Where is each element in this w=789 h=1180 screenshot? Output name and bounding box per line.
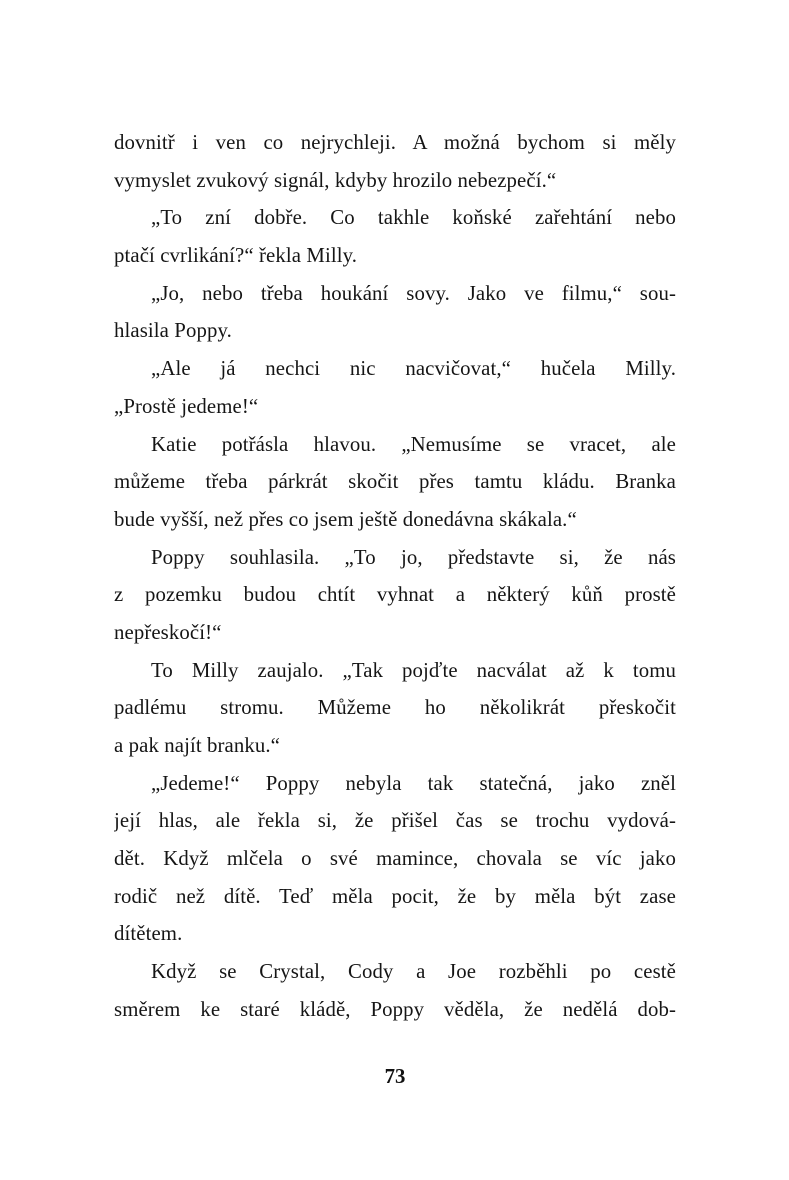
text-line: „Ale já nechci nic nacvičovat,“ hučela Milly. [151,357,676,381]
text-line: a pak najít branku.“ [114,734,280,757]
text-line: dět. Když mlčela o své mamince, chovala se víc jako [114,847,676,871]
text-line: dovnitř i ven co nejrychleji. A možná bychom si měly [114,131,676,154]
text-line: ptačí cvrlikání?“ řekla Milly. [114,244,358,268]
text-line: rodič než dítě. Teď měla pocit, že by měla být zase [114,884,676,908]
text-line: „Prostě jedeme!“ [114,394,259,418]
text-line: Katie potřásla hlavou. „Nemusíme se vracet, ale [151,432,676,456]
text-block [114,124,676,1029]
text-line: bude vyšší, než přes co jsem ještě donedávna skákala.“ [114,507,577,531]
text-line: nepřeskočí!“ [114,620,222,644]
text-line: směrem ke staré kládě, Poppy věděla, že nedělá dob- [114,997,676,1021]
text-line: dítětem. [114,922,183,946]
text-line: můžeme třeba párkrát skočit přes tamtu kládu. Branka [114,470,676,494]
text-line: Když se Crystal, Cody a Joe rozběhli po cestě [151,960,676,984]
text-line: padlému stromu. Můžeme ho několikrát přeskočit [114,696,676,720]
text-line: „To zní dobře. Co takhle koňské zařehtání nebo [151,206,676,230]
page-number: 73 [384,1065,406,1088]
text-line: „Jo, nebo třeba houkání sovy. Jako ve filmu,“ sou- [151,281,676,305]
text-line: „Jedeme!“ Poppy nebyla tak statečná, jako zněl [151,771,676,795]
text-line: hlasila Poppy. [114,319,232,343]
text-line: z pozemku budou chtít vyhnat a některý kůň prostě [114,583,676,607]
text-line: její hlas, ale řekla si, že přišel čas se trochu vydová- [114,809,676,833]
text-line: To Milly zaujalo. „Tak pojďte nacválat až k tomu [151,658,676,682]
text-line: vymyslet zvukový signál, kdyby hrozilo nebezpečí.“ [114,168,557,192]
text-line: Poppy souhlasila. „To jo, představte si, že nás [151,545,676,569]
